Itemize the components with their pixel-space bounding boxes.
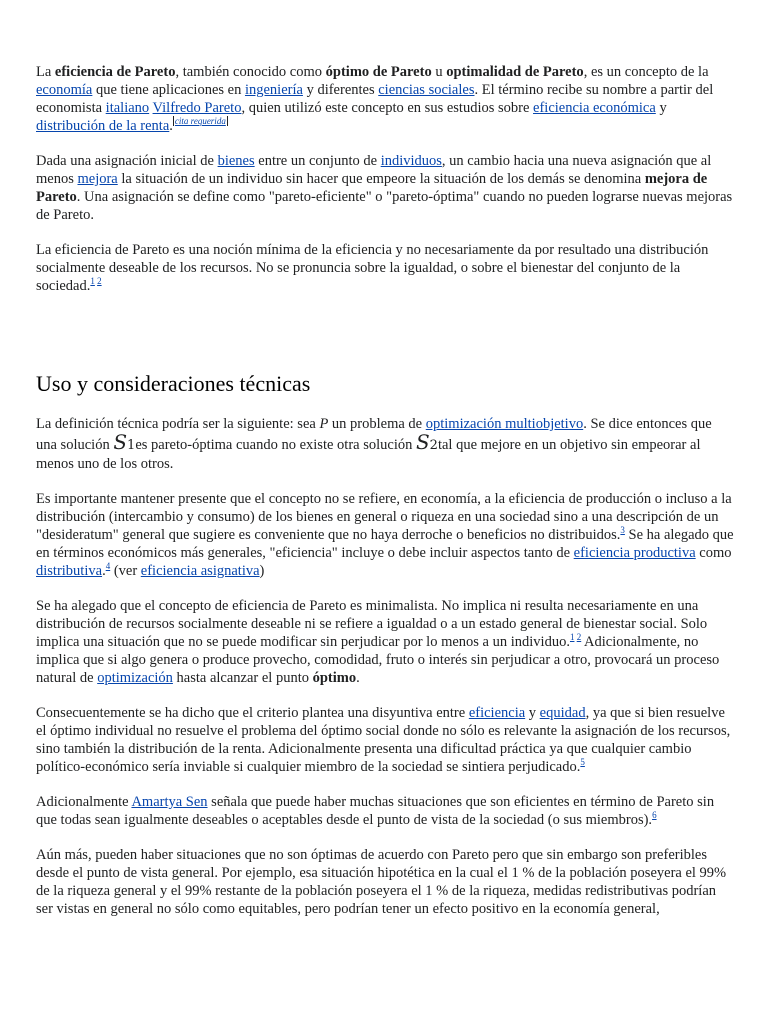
section-heading: Uso y consideraciones técnicas [36,371,311,396]
paragraph-importante [36,490,736,580]
reference-link[interactable]: 6 [652,810,657,820]
bold-term: mejora de Pareto [36,171,708,205]
text: Adicionalmente [36,794,132,810]
text: . Una asignación se define como "pareto-eficiente" o "pareto-óptima" cuando no pueden lograrse nuevas mejoras de Pareto. [36,189,733,223]
paragraph-minimalista [36,597,736,687]
text: La [36,64,55,80]
bold-term: eficiencia de Pareto [54,64,176,80]
text: . [102,563,106,579]
text: Consecuentemente se ha dicho que el criterio plantea una disyuntiva entre [36,705,469,721]
link-equidad[interactable]: equidad [539,705,586,721]
math-variable: P [319,416,329,432]
reference-link[interactable]: 5 [580,757,585,767]
paragraph-aun-mas [36,846,736,918]
link-italiano[interactable]: italiano [105,100,150,116]
text: es pareto-óptima cuando no existe otra solución [135,437,416,453]
text: La definición técnica podría ser la siguiente: sea [36,416,320,432]
text: ) [259,563,265,579]
text: y diferentes [302,82,379,98]
text: que tiene aplicaciones en [92,82,245,98]
text: , también conocido como [175,64,326,80]
math-s1 [113,430,135,454]
reference [90,276,101,286]
link-mejora[interactable]: mejora [77,171,118,187]
link-eficiencia-productiva[interactable]: eficiencia productiva [573,545,696,561]
reference-link[interactable]: 1 [90,276,95,286]
text: como [695,545,732,561]
text: hasta alcanzar el punto [172,670,313,686]
text: La eficiencia de Pareto es una noción mínima de la eficiencia y no necesariamente da por resultado una distribución socialmente deseable de los recursos. No se pronuncia sobre la igualdad, o sobre el bienestar del conjunto de la sociedad. [36,242,709,294]
reference [652,810,657,820]
citation-needed [173,116,228,126]
reference-link[interactable]: 1 [569,632,575,642]
text: , un cambio hacia una nueva asignación que al menos [36,153,712,187]
text: Adicionalmente, no implica que si algo genera o produce provecho, comodidad, fruto o interés sin perjudicar a otro, provocará un proceso natural de [36,634,720,686]
text: . [356,670,360,686]
text: , quien utilizó este concepto en sus estudios sobre [241,100,534,116]
math-s2 [416,430,438,454]
link-economia[interactable]: economía [36,82,93,98]
text: y [655,100,667,116]
bold-term: óptimo de Pareto [325,64,432,80]
text: (ver [110,563,141,579]
link-ingenieria[interactable]: ingeniería [244,82,303,98]
text: , es un concepto de la [583,64,709,80]
link-amartya-sen[interactable]: Amartya Sen [131,794,208,810]
link-optimizacion-multiobjetivo[interactable]: optimización multiobjetivo [425,416,584,432]
reference-link[interactable]: 2 [576,632,582,642]
text: la situación de un individuo sin hacer que empeore la situación de los demás se denomina [117,171,645,187]
text: u [431,64,447,80]
link-distribucion-renta[interactable]: distribución de la renta [36,118,170,134]
paragraph-disyuntiva [36,704,736,776]
text: Dada una asignación inicial de [36,153,218,169]
reference-link[interactable]: 4 [105,561,111,571]
link-individuos[interactable]: individuos [380,153,442,169]
math-subscript: 1 [127,438,136,453]
paragraph-nocion [36,241,736,295]
link-distributiva[interactable]: distributiva [36,563,103,579]
link-ciencias-sociales[interactable]: ciencias sociales [378,82,475,98]
text: . El término recibe su nombre a partir del economista [36,82,714,116]
text: un problema de [328,416,426,432]
text: Es importante mantener presente que el concepto no se refiere, en economía, a la eficiencia de producción o incluso a la distribución (intercambio y consumo) de los bienes en general o riqueza en una sociedad sino a una descripción de un "desideratum" general que sugiere es conveniente que no haya derroche o beneficios no distribuidos. [36,491,732,543]
text: entre un conjunto de [254,153,381,169]
text: y [525,705,540,721]
math-symbol: S [113,430,128,454]
link-eficiencia-asignativa[interactable]: eficiencia asignativa [140,563,260,579]
reference-link[interactable]: 2 [97,276,102,286]
citation-needed-link[interactable]: cita requerida [174,116,226,126]
link-optimizacion[interactable]: optimización [97,670,173,686]
text: . Se dice entonces que una solución [36,416,712,453]
text: . [169,118,173,134]
text: Se ha alegado que en términos económicos más generales, "eficiencia" incluye o debe incluir aspectos tanto de [36,527,734,561]
text: , ya que si bien resuelve el óptimo individual no resuelve el problema del óptimo social donde no sólo es relevante la asignación de los recursos, sino también la distribución de la renta. Adicionalmente presenta una dificultad práctica ya que cualquier cambio político-económico sería inviable si cualquier miembro de la sociedad se sintiera perjudicado. [36,705,731,775]
link-bienes[interactable]: bienes [217,153,255,169]
bold-term: óptimo [312,670,357,686]
reference [580,757,585,767]
text: Se ha alegado que el concepto de eficiencia de Pareto es minimalista. No implica ni resulta necesariamente en una distribución de recursos socialmente deseable ni se refiere a igualdad o a un estado general de bienestar social. Solo implica una situación que no se puede modificar sin perjudicar por lo menos a un individuo. [36,598,708,650]
reference-link[interactable]: 3 [620,525,625,535]
paragraph-sen [36,793,736,829]
link-vilfredo-pareto[interactable]: Vilfredo Pareto [152,100,242,116]
text: tal que mejore en un objetivo sin empeorar al menos uno de los otros. [36,437,701,472]
paragraph-intro [36,63,736,135]
math-symbol: S [415,430,430,454]
math-subscript: 2 [429,438,438,453]
article-body [36,63,736,935]
text: señala que puede haber muchas situaciones que son eficientes en término de Pareto sin que todas sean igualmente deseables o aceptables desde el punto de vista de la sociedad (o sus miembros). [36,794,715,828]
link-eficiencia[interactable]: eficiencia [468,705,526,721]
text: Aún más, pueden haber situaciones que no son óptimas de acuerdo con Pareto pero que sin embargo son preferibles desde el punto de vista general. Por ejemplo, esa situación hipotética en la cual el 1 % de la población poseyera el 99% de la riqueza general y el 99% restante de la población poseyera el 1 % de la riqueza, medidas redistributivas podrían ser vistas en general no sólo como equitables, pero podrían tener un efecto positivo en la economía general, [36,847,727,917]
bold-term: optimalidad de Pareto [446,64,584,80]
reference [570,632,581,642]
paragraph-mejora [36,152,736,224]
paragraph-definicion [36,415,736,473]
link-eficiencia-economica[interactable]: eficiencia económica [533,100,656,116]
